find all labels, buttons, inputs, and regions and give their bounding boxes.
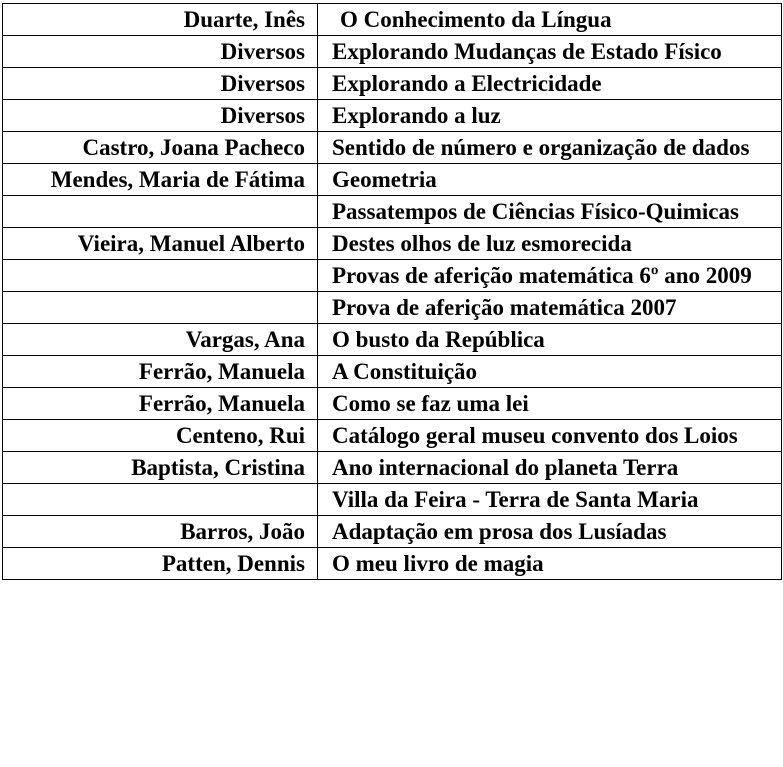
table-row xyxy=(3,292,782,324)
table-row xyxy=(3,164,782,196)
table-row xyxy=(3,68,782,100)
table-row xyxy=(3,132,782,164)
author-cell xyxy=(3,292,318,324)
author-cell: Mendes, Maria de Fátima xyxy=(3,164,318,196)
author-cell: Baptista, Cristina xyxy=(3,452,318,484)
table-row xyxy=(3,388,782,420)
author-cell: Castro, Joana Pacheco xyxy=(3,132,318,164)
table-row xyxy=(3,260,782,292)
title-cell: Prova de aferição matemática 2007 xyxy=(318,292,782,324)
title-cell: Catálogo geral museu convento dos Loios xyxy=(318,420,782,452)
author-cell xyxy=(3,196,318,228)
table-row xyxy=(3,484,782,516)
author-cell xyxy=(3,484,318,516)
table-row xyxy=(3,100,782,132)
table-row xyxy=(3,324,782,356)
title-cell: Explorando a Electricidade xyxy=(318,68,782,100)
title-cell: Como se faz uma lei xyxy=(318,388,782,420)
title-cell: Explorando a luz xyxy=(318,100,782,132)
author-cell: Centeno, Rui xyxy=(3,420,318,452)
title-cell: Explorando Mudanças de Estado Físico xyxy=(318,36,782,68)
table-row xyxy=(3,36,782,68)
title-cell: O busto da República xyxy=(318,324,782,356)
title-cell: O Conhecimento da Língua xyxy=(318,4,782,36)
author-cell: Diversos xyxy=(3,68,318,100)
title-cell: Villa da Feira - Terra de Santa Maria xyxy=(318,484,782,516)
title-cell: Provas de aferição matemática 6º ano 2009 xyxy=(318,260,782,292)
author-cell xyxy=(3,260,318,292)
table-row xyxy=(3,4,782,36)
title-cell: Destes olhos de luz esmorecida xyxy=(318,228,782,260)
book-catalog-table xyxy=(2,3,782,580)
title-cell: Sentido de número e organização de dados xyxy=(318,132,782,164)
title-cell: Geometria xyxy=(318,164,782,196)
table-row xyxy=(3,228,782,260)
table-row xyxy=(3,196,782,228)
title-cell: O meu livro de magia xyxy=(318,548,782,580)
author-cell: Duarte, Inês xyxy=(3,4,318,36)
title-cell: Ano internacional do planeta Terra xyxy=(318,452,782,484)
table-row xyxy=(3,356,782,388)
title-cell: A Constituição xyxy=(318,356,782,388)
catalog-table-body xyxy=(3,4,782,580)
author-cell: Vieira, Manuel Alberto xyxy=(3,228,318,260)
author-cell: Diversos xyxy=(3,100,318,132)
author-cell: Ferrão, Manuela xyxy=(3,388,318,420)
table-row xyxy=(3,452,782,484)
table-row xyxy=(3,516,782,548)
author-cell: Ferrão, Manuela xyxy=(3,356,318,388)
author-cell: Diversos xyxy=(3,36,318,68)
title-cell: Passatempos de Ciências Físico-Quimicas xyxy=(318,196,782,228)
table-row xyxy=(3,420,782,452)
author-cell: Patten, Dennis xyxy=(3,548,318,580)
author-cell: Vargas, Ana xyxy=(3,324,318,356)
title-cell: Adaptação em prosa dos Lusíadas xyxy=(318,516,782,548)
author-cell: Barros, João xyxy=(3,516,318,548)
table-row xyxy=(3,548,782,580)
